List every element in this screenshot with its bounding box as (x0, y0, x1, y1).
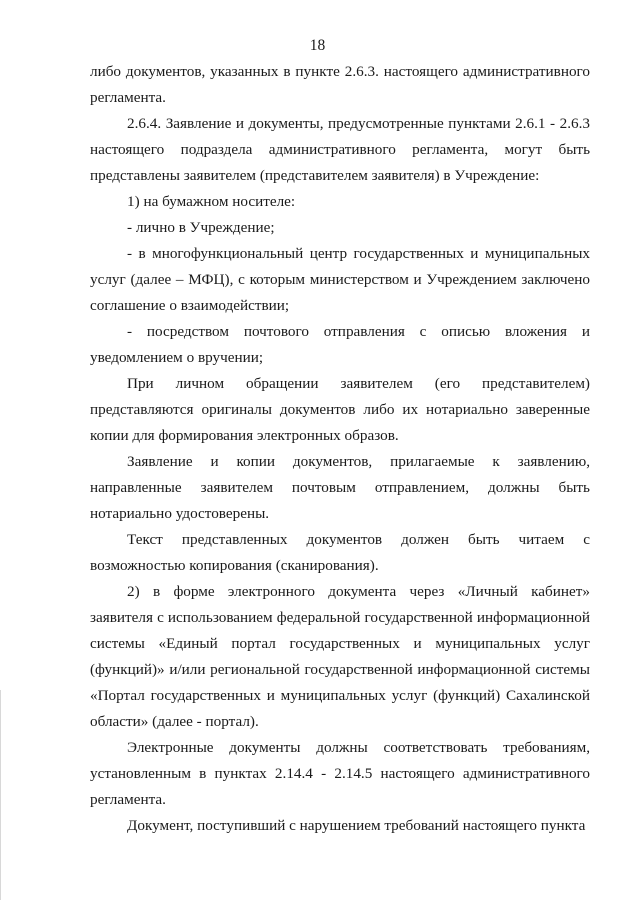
paragraph-electronic-form: 2) в форме электронного документа через «Личный кабинет» заявителя с использованием федеральной государственной информационной системы «Единый портал государственных и муниципальных услуг (функций)» и/или региональной государственной информационной системы «Портал государственных и муниципальных услуг (функций) Сахалинской области» (далее - портал). (90, 583, 590, 730)
paragraph-mfc: - в многофункциональный центр государственных и муниципальных услуг (далее – МФЦ), с которым министерством и Учреждением заключено соглашение о взаимодействии; (90, 245, 590, 314)
page-number: 18 (309, 37, 326, 54)
paragraph-personal-appeal: При личном обращении заявителем (его представителем) представляются оригиналы документов либо их нотариально заверенные копии для формирования электронных образов. (90, 375, 590, 444)
paragraph-violation: Документ, поступивший с нарушением требований настоящего пункта (127, 817, 586, 834)
scan-edge-mark (0, 690, 1, 900)
paragraph-2-6-4: 2.6.4. Заявление и документы, предусмотренные пунктами 2.6.1 - 2.6.3 настоящего подраздела административного регламента, могут быть представлены заявителем (представителем заявителя) в Учреждение: (90, 115, 590, 184)
paragraph-notarized-copies: Заявление и копии документов, прилагаемые к заявлению, направленные заявителем почтовым отправлением, должны быть нотариально удостоверены. (90, 453, 590, 522)
paragraph-postal: - посредством почтового отправления с описью вложения и уведомлением о вручении; (90, 323, 590, 366)
paragraph-readable-text: Текст представленных документов должен быть читаем с возможностью копирования (сканирования). (90, 531, 590, 574)
paragraph-electronic-requirements: Электронные документы должны соответствовать требованиям, установленным в пунктах 2.14.4 - 2.14.5 настоящего административного регламента. (90, 739, 590, 808)
paragraph-in-person: - лично в Учреждение; (127, 219, 275, 236)
paragraph-paper-carrier: 1) на бумажном носителе: (127, 193, 296, 210)
paragraph-continuation: либо документов, указанных в пункте 2.6.3. настоящего административного регламента. (90, 63, 590, 106)
document-body (90, 59, 590, 839)
